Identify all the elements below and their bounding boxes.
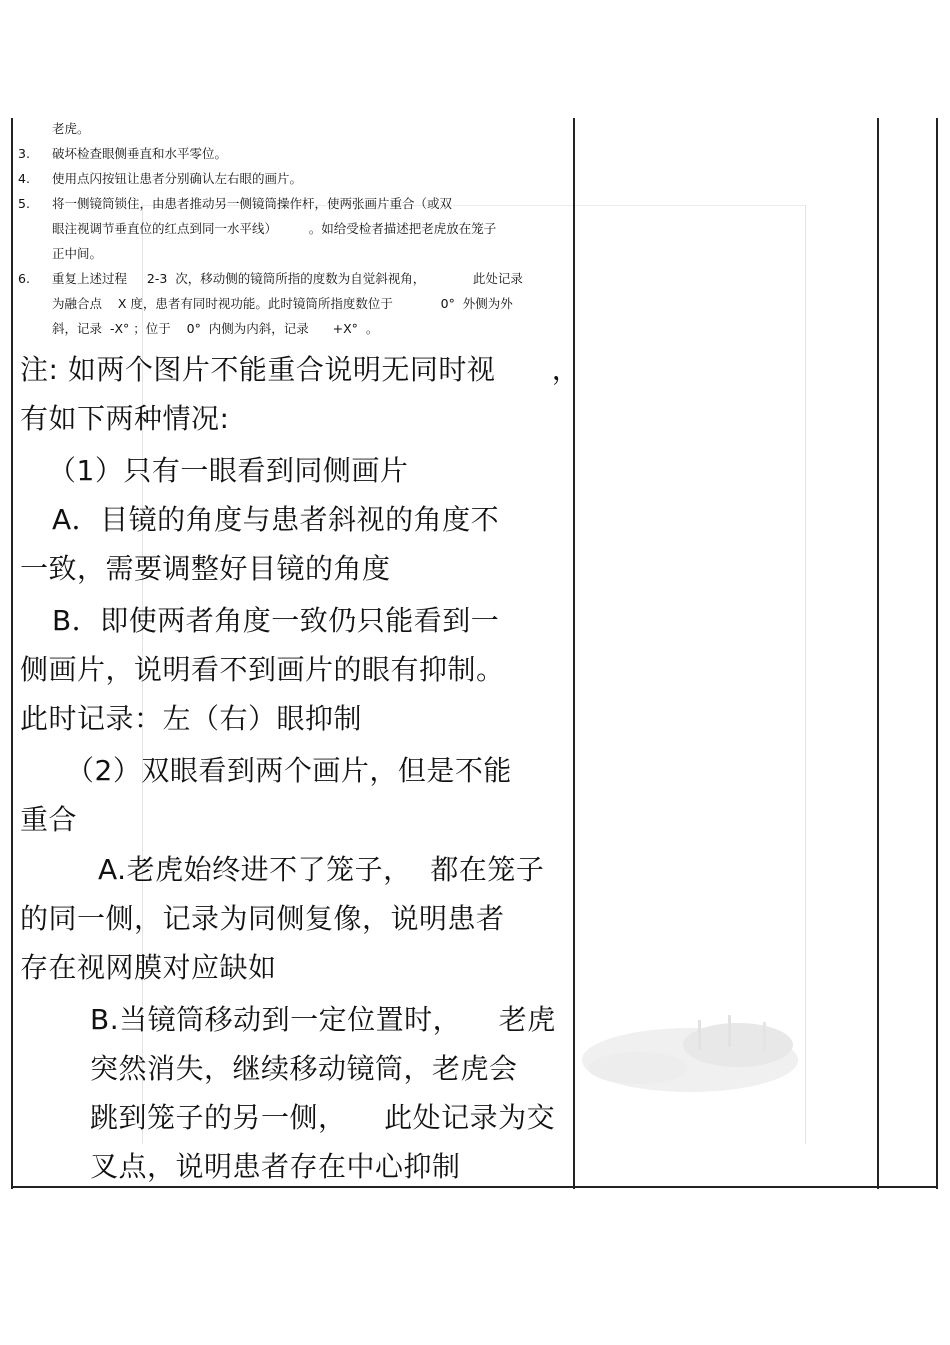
- list-item-number: 5.: [18, 196, 30, 211]
- list-item-text: 破坏检查眼侧垂直和水平零位。: [52, 146, 228, 161]
- list-item-number: 6.: [18, 271, 30, 286]
- list-item-text: 眼注视调节垂直位的红点到同一水平线） 。如给受检者描述把老虎放在笼子: [52, 221, 497, 236]
- case2-b-text: 突然消失，继续移动镜筒，老虎会: [90, 1052, 518, 1085]
- table-left-border: [11, 118, 13, 1189]
- note-line: 有如下两种情况:: [20, 402, 230, 435]
- table-column-divider-1: [573, 118, 575, 1189]
- case2-a-text: 的同一侧，记录为同侧复像，说明患者: [20, 902, 505, 935]
- list-item-text: 老虎。: [52, 121, 90, 136]
- table-column-divider-2: [877, 118, 879, 1189]
- table-right-border: [936, 118, 938, 1189]
- list-item-text: 将一侧镜筒锁住，由患者推动另一侧镜筒操作杆，使两张画片重合（或双: [52, 196, 453, 211]
- case2-title: （2）双眼看到两个画片，但是不能: [66, 754, 512, 787]
- case1-title: （1）只有一眼看到同侧画片: [48, 454, 409, 487]
- case2-b-text: 叉点，说明患者存在中心抑制: [90, 1150, 461, 1183]
- watermark-landscape-image: [578, 1000, 803, 1120]
- case1-b-text: B．即使两者角度一致仍只能看到一: [52, 604, 500, 637]
- case1-b-text: 此时记录：左（右）眼抑制: [20, 702, 363, 735]
- case2-b-text: 跳到笼子的另一侧， 此处记录为交: [90, 1101, 556, 1134]
- case2-a-text: 存在视网膜对应缺如: [20, 951, 277, 984]
- case1-a-text: 一致，需要调整好目镜的角度: [20, 552, 391, 585]
- case2-title: 重合: [20, 803, 78, 836]
- case2-b-text: B.当镜筒移动到一定位置时， 老虎: [90, 1003, 556, 1036]
- note-line: 注: 如两个图片不能重合说明无同时视 ，: [20, 353, 581, 386]
- list-item-number: 4.: [18, 171, 30, 186]
- list-item-text: 重复上述过程 2-3 次，移动侧的镜筒所指的度数为自觉斜视角， 此处记录: [52, 271, 523, 286]
- list-item-text: 正中间。: [52, 246, 103, 261]
- case1-b-text: 侧画片，说明看不到画片的眼有抑制。: [20, 653, 505, 686]
- list-item-text: 使用点闪按钮让患者分别确认左右眼的画片。: [52, 171, 303, 186]
- case2-a-text: A.老虎始终进不了笼子， 都在笼子: [98, 853, 545, 886]
- case1-a-text: A．目镜的角度与患者斜视的角度不: [52, 503, 500, 536]
- list-item-number: 3.: [18, 146, 30, 161]
- list-item-text: 为融合点 X 度，患者有同时视功能。此时镜筒所指度数位于 0° 外侧为外: [52, 296, 513, 311]
- list-item-text: 斜，记录 -X° ；位于 0° 内侧为内斜，记录 +X° 。: [52, 321, 379, 336]
